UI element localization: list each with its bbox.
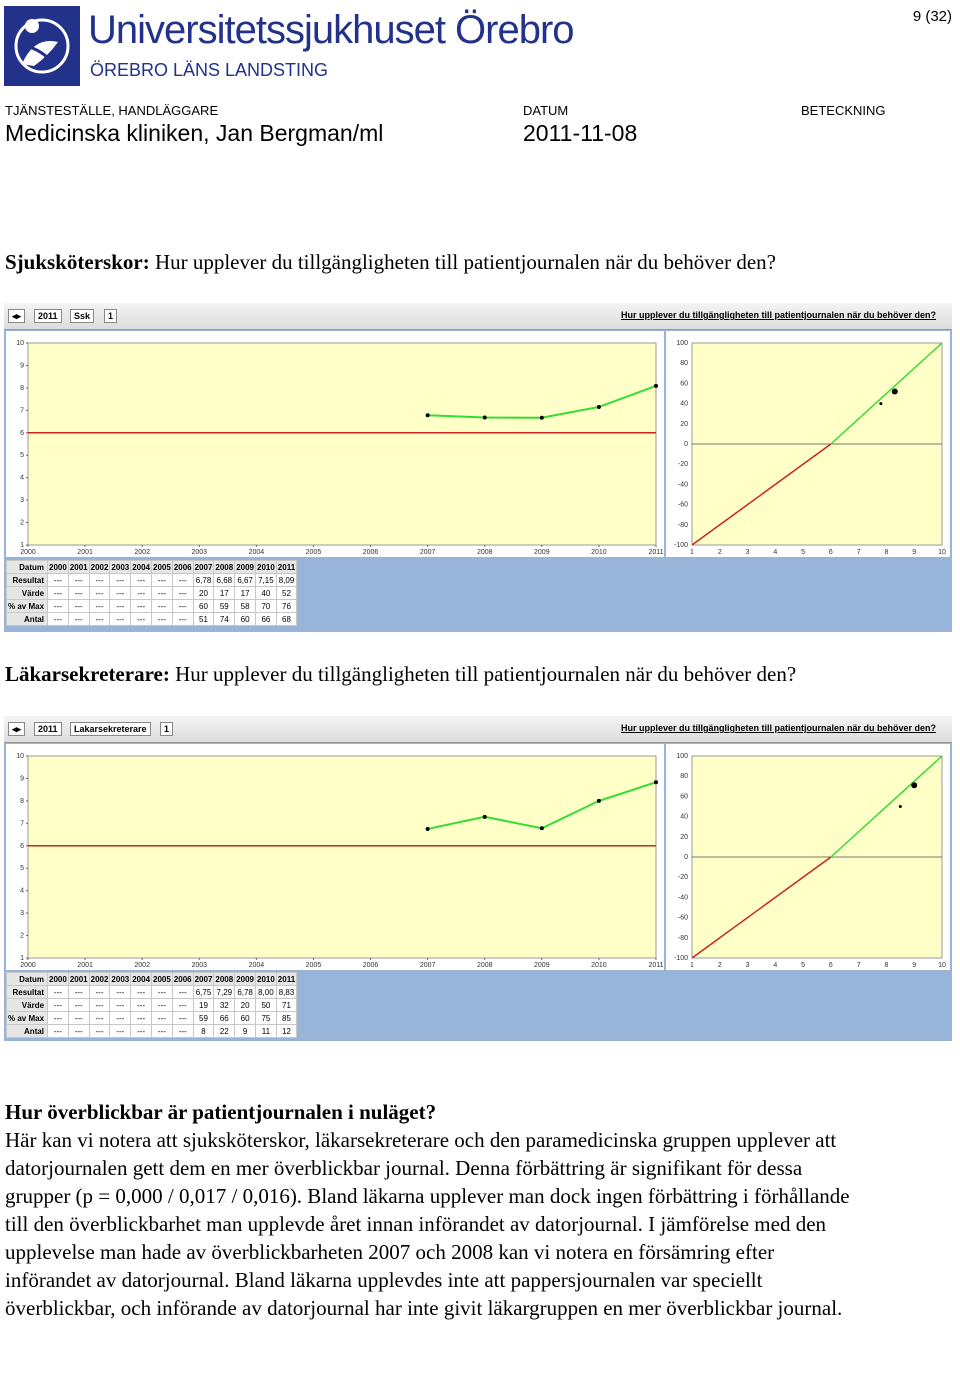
table-cell: --- (89, 587, 110, 600)
table-cell: 60 (235, 613, 256, 626)
section1-group: Sjuksköterskor: (5, 250, 150, 274)
y-tick-label: 9 (20, 362, 24, 370)
year-chart-panel (6, 744, 664, 970)
y-tick-label: 1 (20, 955, 24, 962)
reference-label: BETECKNING (801, 103, 886, 118)
x-tick-label: 2004 (248, 549, 265, 556)
table-cell: 68 (276, 613, 296, 626)
y-tick-label: 6 (20, 842, 24, 850)
x-tick-label: 2010 (591, 962, 607, 969)
chart-screenshot-2 (4, 716, 952, 1041)
row-header: Antal (7, 1025, 48, 1038)
table-cell: 2007 (194, 562, 213, 572)
table-cell: 2000 (49, 562, 67, 572)
y-tick-label: 5 (20, 865, 24, 873)
section3-heading: Hur överblickbar är patientjournalen i nuläget? (5, 1100, 437, 1124)
table-cell: --- (110, 1025, 131, 1038)
logo-icon (4, 6, 80, 86)
table-row (7, 600, 297, 613)
data-point (911, 782, 917, 788)
data-point (654, 780, 658, 784)
table-cell: --- (131, 587, 152, 600)
y-tick-label: 20 (680, 420, 688, 428)
y-tick-label: -60 (677, 914, 688, 922)
table-cell: --- (110, 986, 131, 999)
x-tick-label: 2006 (362, 549, 379, 556)
table-cell: 2003 (111, 562, 130, 572)
table-cell: --- (68, 1012, 89, 1025)
table-cell: --- (89, 600, 110, 613)
table-cell: 2005 (153, 974, 171, 984)
table-cell: 40 (256, 587, 277, 600)
y-tick-label: -40 (677, 481, 688, 489)
table-cell: --- (48, 999, 69, 1012)
table-cell: --- (172, 574, 193, 587)
table-cell: 7,15 (256, 574, 277, 587)
x-tick-label: 5 (801, 549, 806, 556)
y-tick-label: 4 (20, 474, 24, 482)
table-cell: 59 (193, 1012, 214, 1025)
section3-body: Här kan vi notera att sjuksköterskor, läkarsekreterare och den paramedicinska gruppen upplever att datorjournalen gett dem en mer överblickbar journal. Denna förbättring är signifikant för dessa grupper (p = 0,000 / 0,017 / 0,016). Bland läkarna upplever man dock ingen förbättring i förhållande till den överblickbarhet man upplevde året innan införandet av datorjournal. I jämförelse med den upplevelse man hade av överblickbarheten 2007 och 2008 kan vi notera en försämring efter införandet av datorjournal. Bland läkarna upplevdes inte att pappersjournalen var speciellt överblickbar, och införande av datorjournal har inte givit läkargruppen en mer överblickbar journal. (5, 1128, 850, 1320)
table-cell: 2004 (132, 562, 151, 572)
y-tick-label: 1 (20, 542, 24, 549)
table-cell: 20 (193, 587, 214, 600)
table-row (7, 1025, 297, 1038)
x-tick-label: 5 (801, 962, 806, 969)
x-tick-label: 2011 (648, 549, 664, 556)
group-select[interactable]: Lakarsekreterare (70, 722, 151, 736)
x-tick-label: 8 (884, 549, 889, 556)
chart-screenshot-1 (4, 303, 952, 632)
table-cell: 51 (193, 613, 214, 626)
x-tick-label: 2010 (591, 549, 607, 556)
table-cell: --- (131, 613, 152, 626)
table-cell: 76 (276, 600, 296, 613)
chart-title-link[interactable]: Hur upplever du tillgängligheten till patientjournalen när du behöver den? (620, 310, 936, 320)
table-cell: 6,75 (193, 986, 214, 999)
table-cell: 17 (235, 587, 256, 600)
y-tick-label: 7 (20, 820, 24, 828)
table-cell: --- (89, 1025, 110, 1038)
table-cell: --- (172, 1012, 193, 1025)
table-cell: --- (68, 613, 89, 626)
table-cell: 2007 (194, 974, 213, 984)
table-cell: --- (172, 613, 193, 626)
table-cell: 8,09 (276, 574, 296, 587)
y-tick-label: 100 (676, 340, 688, 347)
table-cell: 2011 (277, 562, 296, 572)
data-point (426, 827, 430, 831)
data-point (540, 826, 544, 830)
x-tick-label: 2009 (534, 962, 550, 969)
date-value: 2011-11-08 (523, 120, 638, 146)
table-cell: 2002 (90, 562, 109, 572)
table-cell: --- (110, 587, 131, 600)
table-cell: 11 (256, 1025, 277, 1038)
table-cell: 66 (256, 613, 277, 626)
x-tick-label: 7 (856, 962, 861, 969)
table-cell: 50 (256, 999, 277, 1012)
data-point (879, 402, 882, 405)
x-tick-label: 4 (773, 962, 778, 969)
table-cell: 2008 (215, 562, 234, 572)
table-cell: --- (89, 986, 110, 999)
value-chart (666, 331, 950, 557)
y-tick-label: 80 (680, 773, 688, 781)
table-cell: 2006 (173, 562, 192, 572)
org-name: Universitetssjukhuset Örebro (88, 8, 574, 52)
x-tick-label: 4 (773, 549, 778, 556)
y-tick-label: -80 (677, 521, 688, 529)
nav-icon[interactable]: ◂▸ (8, 309, 25, 323)
unit-value: Medicinska kliniken, Jan Bergman/ml (5, 120, 384, 146)
x-tick-label: 2005 (305, 962, 322, 969)
table-cell: 6,68 (214, 574, 235, 587)
table-cell: 8,83 (276, 986, 296, 999)
row-header: Datum (7, 973, 48, 986)
table-cell: 32 (214, 999, 235, 1012)
row-header: Datum (7, 561, 48, 574)
table-cell: 2006 (173, 974, 192, 984)
x-tick-label: 2003 (191, 962, 208, 969)
table-row (7, 561, 297, 574)
table-cell: 2002 (90, 974, 109, 984)
row-header: % av Max (7, 600, 48, 613)
org-subtitle: ÖREBRO LÄNS LANDSTING (90, 60, 329, 80)
x-tick-label: 2 (717, 962, 722, 969)
x-tick-label: 10 (938, 549, 946, 556)
page-number: 9 (32) (912, 8, 952, 25)
table-cell: 52 (276, 587, 296, 600)
y-tick-label: -20 (677, 461, 688, 469)
x-tick-label: 2 (717, 549, 722, 556)
table-cell: 6,78 (235, 986, 256, 999)
x-tick-label: 7 (856, 549, 861, 556)
y-tick-label: 6 (20, 429, 24, 437)
plot-area (28, 756, 656, 958)
table-cell: 19 (193, 999, 214, 1012)
table-cell: 2010 (257, 562, 275, 572)
y-tick-label: 8 (20, 797, 24, 805)
table-cell: 20 (235, 999, 256, 1012)
table-cell: 2001 (69, 974, 88, 984)
table-cell: --- (48, 587, 69, 600)
data-table (6, 560, 297, 626)
table-cell: 74 (214, 613, 235, 626)
table-cell: 17 (214, 587, 235, 600)
table-cell: --- (152, 574, 173, 587)
x-tick-label: 9 (912, 962, 917, 969)
table-cell: --- (110, 613, 131, 626)
x-tick-label: 2005 (305, 549, 322, 556)
y-tick-label: 7 (20, 407, 24, 415)
year-select[interactable]: 2011 (34, 309, 62, 323)
section2-question: Hur upplever du tillgängligheten till patientjournalen när du behöver den? (169, 662, 797, 686)
table-cell: 59 (214, 600, 235, 613)
x-tick-label: 2001 (77, 549, 93, 556)
chart-title-link[interactable]: Hur upplever du tillgängligheten till patientjournalen när du behöver den? (620, 723, 936, 733)
table-cell: --- (89, 574, 110, 587)
data-point (597, 799, 601, 803)
table-cell: --- (68, 600, 89, 613)
x-tick-label: 2003 (191, 549, 208, 556)
x-tick-label: 3 (745, 962, 750, 969)
y-tick-label: 3 (20, 497, 24, 505)
table-cell: 2003 (111, 974, 130, 984)
num-select[interactable]: 1 (104, 309, 117, 323)
y-tick-label: 100 (676, 753, 688, 760)
x-tick-label: 2008 (476, 549, 493, 556)
data-point (426, 413, 430, 417)
table-cell: --- (48, 574, 69, 587)
table-row (7, 1012, 297, 1025)
y-tick-label: 40 (680, 400, 688, 408)
y-tick-label: 2 (20, 932, 24, 940)
data-point (899, 805, 902, 808)
table-cell: --- (131, 600, 152, 613)
table-cell: 70 (256, 600, 277, 613)
table-cell: 66 (214, 1012, 235, 1025)
table-cell: 6,78 (193, 574, 214, 587)
table-cell: 2001 (69, 562, 88, 572)
table-cell: --- (172, 986, 193, 999)
table-cell: --- (131, 986, 152, 999)
table-cell: --- (152, 613, 173, 626)
table-row (7, 613, 297, 626)
table-cell: --- (68, 587, 89, 600)
table-cell: 8,00 (256, 986, 277, 999)
unit-label: TJÄNSTESTÄLLE, HANDLÄGGARE (5, 103, 219, 118)
value-chart-panel (666, 331, 950, 557)
data-table (6, 972, 297, 1038)
table-cell: --- (48, 613, 69, 626)
y-tick-label: 40 (680, 813, 688, 821)
table-cell: --- (89, 613, 110, 626)
table-cell: 2005 (153, 562, 171, 572)
data-point (483, 416, 487, 420)
row-header: Värde (7, 999, 48, 1012)
x-tick-label: 2008 (476, 962, 493, 969)
table-cell: --- (48, 600, 69, 613)
x-tick-label: 10 (938, 962, 946, 969)
table-cell: --- (89, 999, 110, 1012)
y-tick-label: -60 (677, 501, 688, 509)
x-tick-label: 9 (912, 549, 917, 556)
table-cell: --- (131, 1025, 152, 1038)
table-row (7, 574, 297, 587)
table-row (7, 986, 297, 999)
table-cell: --- (110, 1012, 131, 1025)
x-tick-label: 8 (884, 962, 889, 969)
table-cell: 8 (193, 1025, 214, 1038)
y-tick-label: -20 (677, 874, 688, 882)
data-point (597, 405, 601, 409)
table-cell: --- (152, 587, 173, 600)
y-tick-label: 2 (20, 519, 24, 527)
row-header: Antal (7, 613, 48, 626)
table-cell: 85 (276, 1012, 296, 1025)
value-chart (666, 744, 950, 970)
y-tick-label: 4 (20, 887, 24, 895)
y-tick-label: 10 (16, 753, 24, 760)
chart-toolbar (4, 303, 952, 330)
table-row (7, 973, 297, 986)
year-chart-panel (6, 331, 664, 557)
y-tick-label: -100 (673, 542, 688, 549)
table-cell: --- (172, 1025, 193, 1038)
y-tick-label: 10 (16, 340, 24, 347)
x-tick-label: 1 (690, 549, 694, 556)
x-tick-label: 2002 (134, 962, 150, 969)
x-tick-label: 2001 (77, 962, 93, 969)
y-tick-label: 5 (20, 452, 24, 460)
table-cell: --- (110, 574, 131, 587)
value-chart-panel (666, 744, 950, 970)
y-tick-label: 80 (680, 360, 688, 368)
y-tick-label: -100 (673, 955, 688, 962)
x-tick-label: 3 (745, 549, 750, 556)
table-cell: --- (68, 986, 89, 999)
x-tick-label: 6 (828, 962, 833, 969)
num-select[interactable]: 1 (160, 722, 173, 736)
table-cell: --- (152, 999, 173, 1012)
y-tick-label: -40 (677, 894, 688, 902)
section1-heading (5, 248, 955, 276)
y-tick-label: 60 (680, 793, 688, 801)
table-cell: --- (48, 1025, 69, 1038)
date-label: DATUM (523, 103, 569, 118)
chart-toolbar (4, 716, 952, 743)
table-cell: --- (110, 999, 131, 1012)
table-cell: 2011 (277, 974, 296, 984)
table-cell: 7,29 (214, 986, 235, 999)
year-select[interactable]: 2011 (34, 722, 62, 736)
row-header: Resultat (7, 574, 48, 587)
section1-question: Hur upplever du tillgängligheten till patientjournalen när du behöver den? (149, 250, 776, 274)
y-tick-label: 0 (684, 854, 688, 861)
table-cell: 12 (276, 1025, 296, 1038)
x-tick-label: 2004 (248, 962, 265, 969)
table-cell: 2009 (236, 562, 254, 572)
x-tick-label: 2000 (20, 549, 36, 556)
table-cell: --- (172, 999, 193, 1012)
y-tick-label: 0 (684, 441, 688, 448)
table-cell: --- (152, 986, 173, 999)
x-tick-label: 2011 (648, 962, 664, 969)
hospital-logo (4, 6, 80, 86)
table-cell: 58 (235, 600, 256, 613)
table-cell: 22 (214, 1025, 235, 1038)
table-cell: --- (172, 587, 193, 600)
x-tick-label: 1 (690, 962, 694, 969)
table-cell: 75 (256, 1012, 277, 1025)
data-point (654, 384, 658, 388)
table-cell: 71 (276, 999, 296, 1012)
table-cell: --- (110, 600, 131, 613)
table-cell: --- (131, 1012, 152, 1025)
table-row (7, 999, 297, 1012)
row-header: Värde (7, 587, 48, 600)
data-point (483, 815, 487, 819)
x-tick-label: 2006 (362, 962, 379, 969)
table-cell: --- (68, 574, 89, 587)
table-cell: 6,67 (235, 574, 256, 587)
table-cell: 60 (193, 600, 214, 613)
table-cell: --- (48, 986, 69, 999)
y-tick-label: 3 (20, 910, 24, 918)
x-tick-label: 2007 (419, 962, 436, 969)
nav-icon[interactable]: ◂▸ (8, 722, 25, 736)
x-tick-label: 6 (828, 549, 833, 556)
table-cell: --- (131, 999, 152, 1012)
group-select[interactable]: Ssk (70, 309, 94, 323)
x-tick-label: 2002 (134, 549, 150, 556)
y-tick-label: 8 (20, 384, 24, 392)
y-tick-label: 9 (20, 775, 24, 783)
table-cell: --- (68, 999, 89, 1012)
section2-heading (5, 660, 955, 688)
row-header: % av Max (7, 1012, 48, 1025)
data-point (892, 388, 898, 394)
plot-area (28, 343, 656, 545)
y-tick-label: 20 (680, 833, 688, 841)
table-cell: 2004 (132, 974, 151, 984)
table-cell: 2010 (257, 974, 275, 984)
x-tick-label: 2009 (534, 549, 550, 556)
table-row (7, 587, 297, 600)
data-point (540, 416, 544, 420)
table-cell: 9 (235, 1025, 256, 1038)
table-cell: 2008 (215, 974, 234, 984)
table-cell: --- (48, 1012, 69, 1025)
year-chart (6, 744, 664, 970)
table-cell: --- (131, 574, 152, 587)
table-cell: --- (152, 600, 173, 613)
year-chart (6, 331, 664, 557)
table-cell: --- (68, 1025, 89, 1038)
table-cell: 2009 (236, 974, 254, 984)
table-cell: 2000 (49, 974, 67, 984)
y-tick-label: -80 (677, 934, 688, 942)
x-tick-label: 2000 (20, 962, 36, 969)
section2-group: Läkarsekreterare: (5, 662, 170, 686)
row-header: Resultat (7, 986, 48, 999)
x-tick-label: 2007 (419, 549, 436, 556)
table-cell: --- (89, 1012, 110, 1025)
table-cell: --- (152, 1025, 173, 1038)
table-cell: 60 (235, 1012, 256, 1025)
y-tick-label: 60 (680, 380, 688, 388)
table-cell: --- (152, 1012, 173, 1025)
table-cell: --- (172, 600, 193, 613)
